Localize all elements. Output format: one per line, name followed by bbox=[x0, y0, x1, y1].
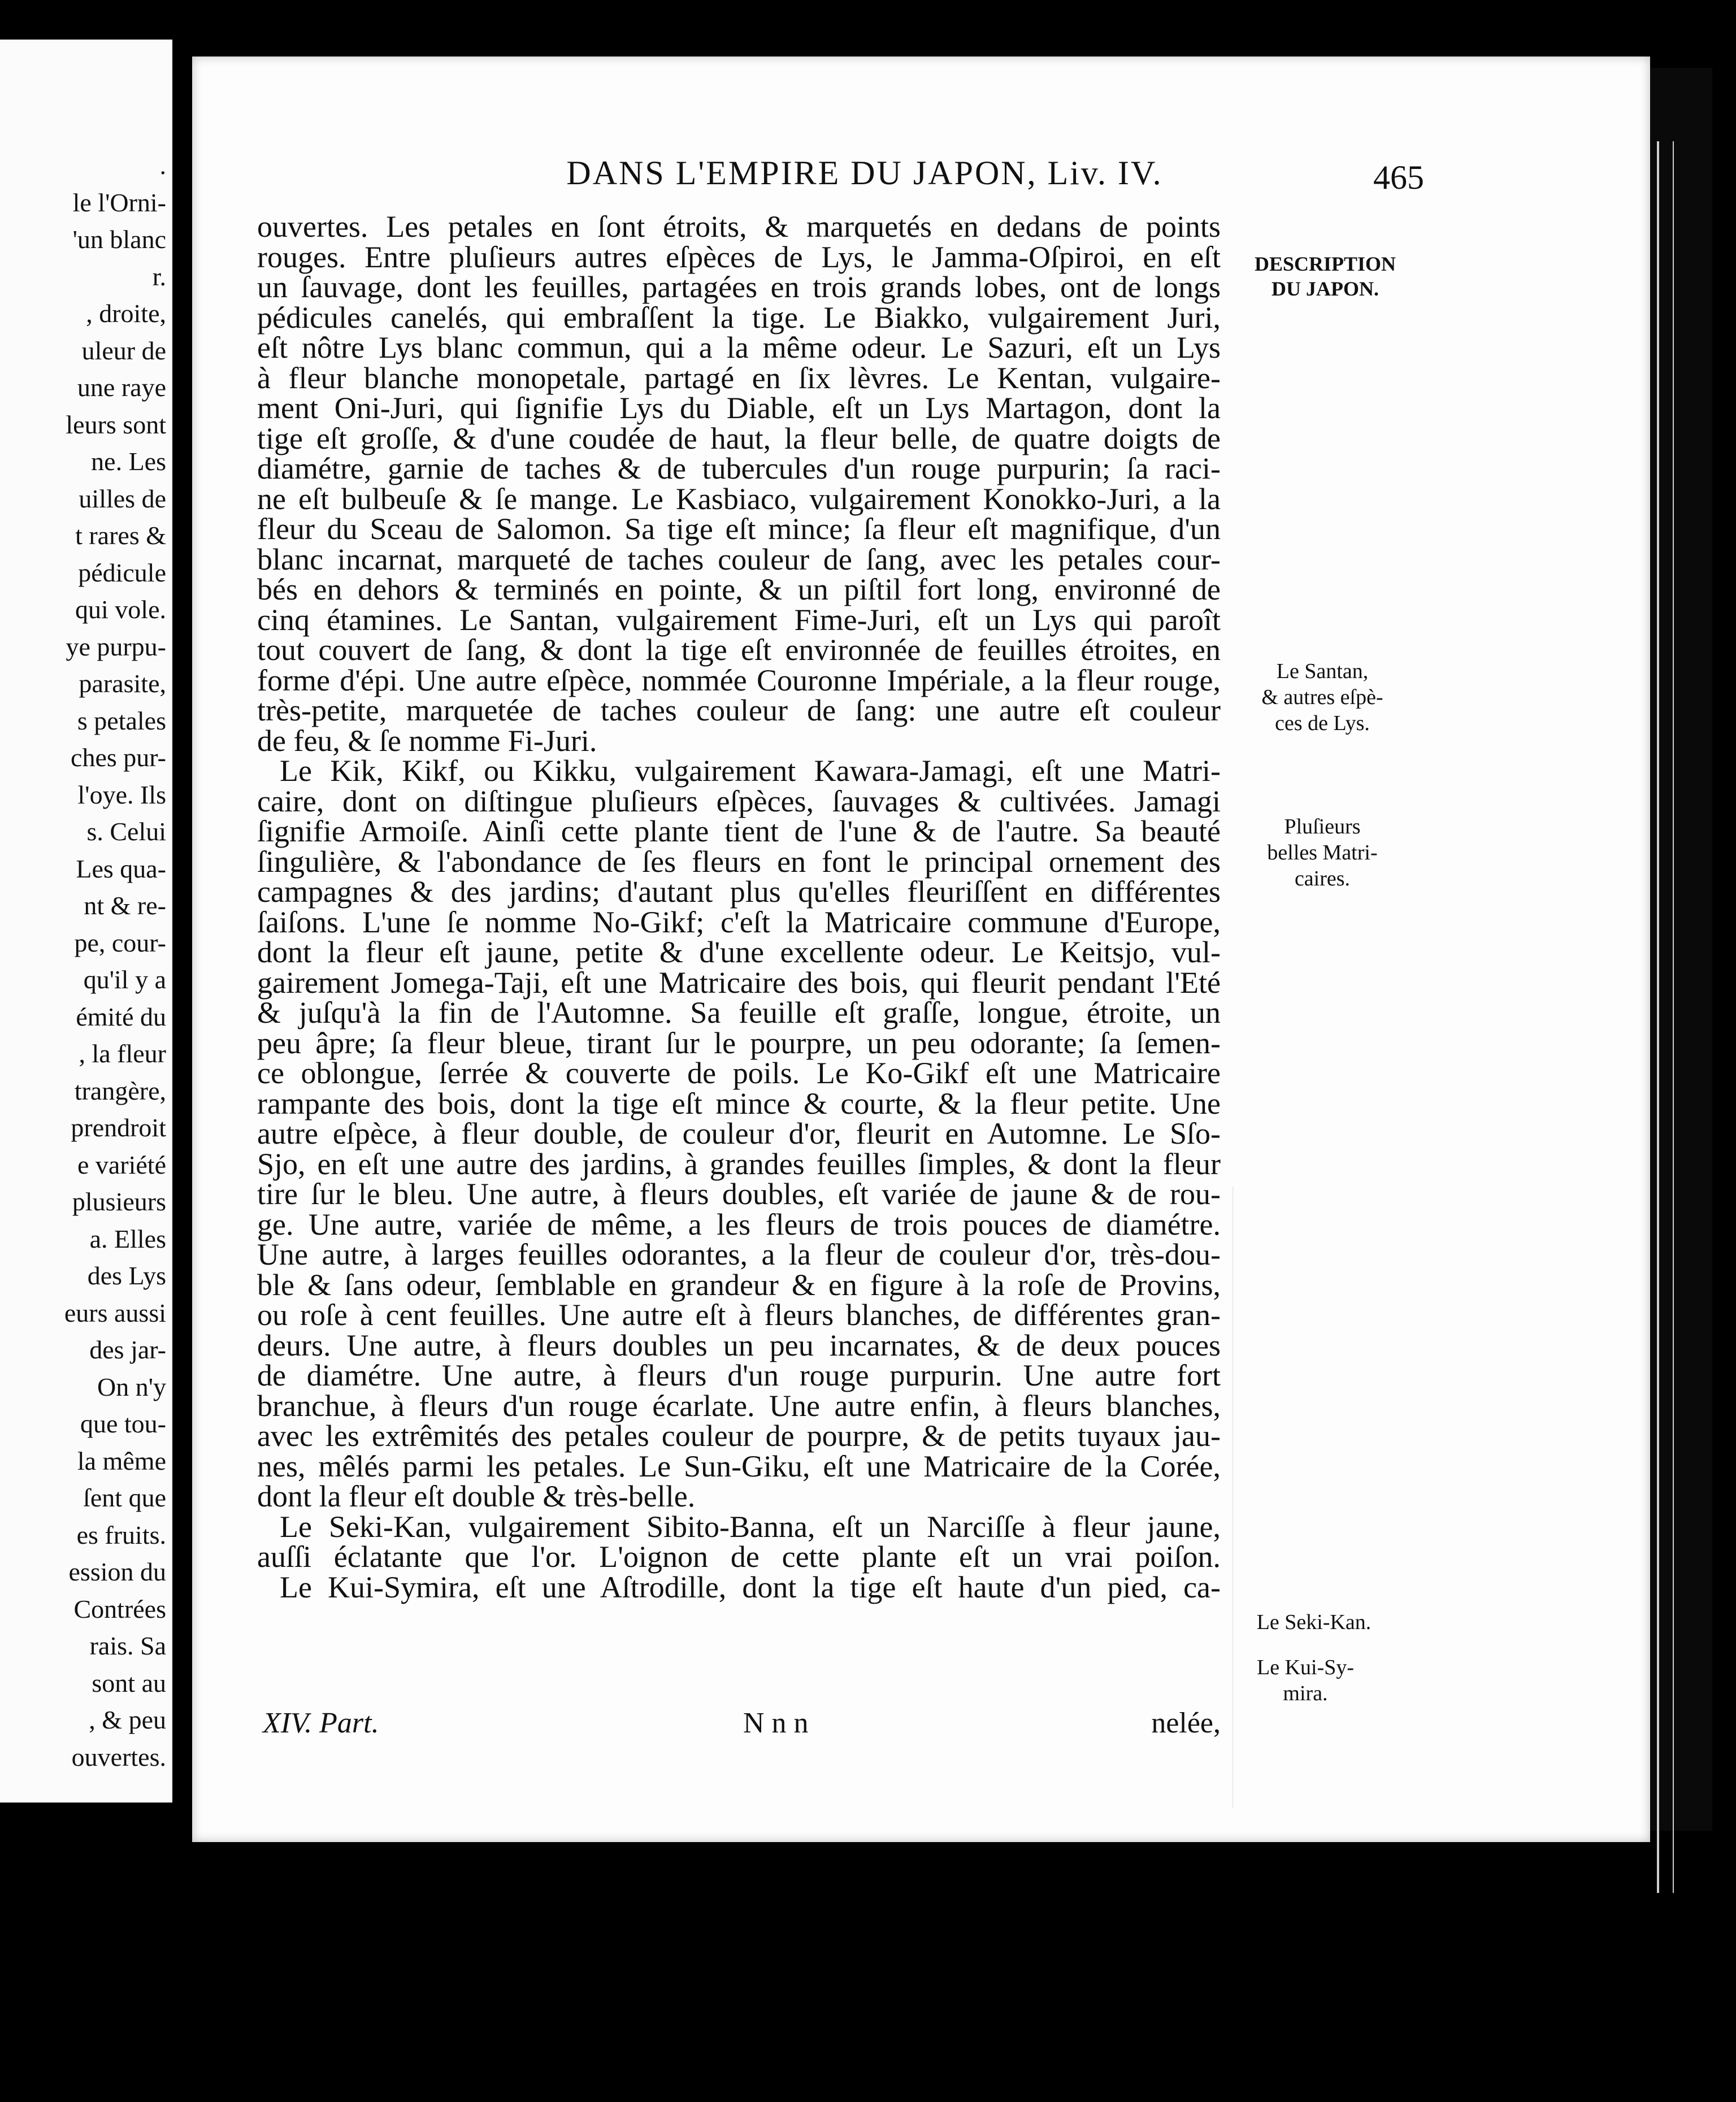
facing-page-line: ne. Les bbox=[91, 447, 166, 476]
facing-page-line: que tou- bbox=[80, 1409, 166, 1438]
facing-page-line: qu'il y a bbox=[83, 965, 166, 994]
margin-note-line: ces de Lys. bbox=[1275, 711, 1370, 735]
facing-page-line: une raye bbox=[77, 373, 166, 402]
text-line: tige eſt groſſe, & d'une coudée de haut, la fleur belle, de quatre doigts de bbox=[257, 421, 1221, 455]
facing-page-line: prendroit bbox=[71, 1113, 166, 1142]
text-line: forme d'épi. Une autre eſpèce, nommée Couronne Impériale, a la fleur rouge, bbox=[257, 663, 1221, 697]
facing-page-line: e variété bbox=[77, 1150, 166, 1179]
text-line: auſſi éclatante que l'or. L'oignon de cette plante eſt un vrai poiſon. bbox=[257, 1540, 1221, 1574]
facing-page-line: qui vole. bbox=[75, 595, 166, 624]
margin-note-line: mira. bbox=[1283, 1682, 1328, 1705]
facing-page-line: parasite, bbox=[79, 669, 166, 698]
facing-page-line: eurs aussi bbox=[64, 1298, 166, 1327]
page-edges bbox=[1650, 68, 1712, 1831]
margin-note-line: Pluſieurs bbox=[1284, 815, 1361, 839]
facing-page-line: . bbox=[159, 151, 166, 180]
text-line: à fleur blanche monopetale, partagé en ſix lèvres. Le Kentan, vulgaire- bbox=[257, 361, 1221, 395]
text-line: ge. Une autre, variée de même, a les fleurs de trois pouces de diamétre. bbox=[257, 1207, 1221, 1241]
text-line: dont la fleur eſt double & très-belle. bbox=[257, 1479, 696, 1513]
text-line: cinq étamines. Le Santan, vulgairement Fime-Juri, eſt un Lys qui paroît bbox=[257, 602, 1221, 637]
text-line: ne eſt bulbeuſe & ſe mange. Le Kasbiaco, vulgairement Konokko-Juri, a la bbox=[257, 481, 1221, 516]
text-line: bés en dehors & terminés en pointe, & un piſtil fort long, environné de bbox=[257, 572, 1221, 606]
signature-mark: XIV. Part. bbox=[263, 1707, 379, 1739]
facing-page-line: nt & re- bbox=[84, 891, 166, 920]
margin-note-line: belles Matri- bbox=[1267, 841, 1378, 865]
margin-note-line: & autres eſpè- bbox=[1261, 685, 1383, 709]
paper-crease bbox=[1232, 1187, 1234, 1808]
margin-note-line: caires. bbox=[1294, 867, 1351, 891]
text-line: un ſauvage, dont les feuilles, partagées en trois grands lobes, ont de longs bbox=[257, 270, 1221, 304]
facing-page-line: ouvertes. bbox=[71, 1742, 166, 1771]
margin-note-seki-kan: Le Seki-Kan. bbox=[1256, 1610, 1372, 1634]
facing-page-line: ches pur- bbox=[71, 743, 166, 772]
text-line: ouvertes. Les petales en ſont étroits, & marquetés en dedans de points bbox=[257, 210, 1221, 244]
text-line: Le Kik, Kikf, ou Kikku, vulgairement Kawara-Jamagi, eſt une Matri- bbox=[280, 754, 1221, 788]
margin-note-matricaires bbox=[1255, 814, 1390, 892]
facing-page-line: uilles de bbox=[79, 484, 166, 513]
text-line: campagnes & des jardins; d'autant plus qu'elles fleuriſſent en différentes bbox=[257, 875, 1221, 909]
facing-page-line: des jar- bbox=[89, 1335, 166, 1364]
facing-page-line: trangère, bbox=[74, 1076, 166, 1105]
facing-page-line: s petales bbox=[77, 706, 166, 735]
text-line: dont la fleur eſt jaune, petite & d'une excellente odeur. Le Keitsjo, vul- bbox=[257, 935, 1221, 969]
text-line: eſt nôtre Lys blanc commun, qui a la même odeur. Le Sazuri, eſt un Lys bbox=[257, 331, 1221, 364]
text-line: rampante des bois, dont la tige eſt mince & courte, & la fleur petite. Une bbox=[257, 1086, 1221, 1121]
text-line: Le Kui-Symira, eſt une Aſtrodille, dont la tige eſt haute d'un pied, ca- bbox=[280, 1570, 1221, 1604]
text-line: tout couvert de ſang, & dont la tige eſt environnée de feuilles étroites, en bbox=[257, 633, 1221, 667]
facing-page-line: leurs sont bbox=[66, 410, 166, 439]
margin-note-line: Le Kui-Sy- bbox=[1256, 1656, 1355, 1679]
text-line: deurs. Une autre, à fleurs doubles un peu incarnates, & de deux pouces bbox=[257, 1328, 1221, 1362]
facing-page-line: plusieurs bbox=[72, 1187, 166, 1216]
facing-page-line: , droite, bbox=[86, 299, 166, 328]
text-line: gairement Jomega-Taji, eſt une Matricaire des bois, qui fleurit pendant l'Eté bbox=[257, 965, 1221, 1000]
text-line: Sjo, en eſt une autre des jardins, à grandes feuilles ſimples, & dont la fleur bbox=[257, 1146, 1221, 1181]
book-page bbox=[192, 57, 1650, 1842]
text-line: ſignifie Armoiſe. Ainſi cette plante tient de l'une & de l'autre. Sa beauté bbox=[257, 814, 1221, 848]
facing-page-fragment bbox=[0, 40, 175, 1803]
page-edge-line bbox=[1657, 141, 1659, 1893]
facing-page-line: le l'Orni- bbox=[72, 188, 166, 217]
text-line: de feu, & ſe nomme Fi-Juri. bbox=[257, 723, 597, 758]
facing-page-line: uleur de bbox=[81, 336, 166, 365]
page-edge-line bbox=[1673, 141, 1674, 1893]
facing-page-line: , la fleur bbox=[79, 1039, 166, 1068]
facing-page-line: sont au bbox=[92, 1668, 166, 1697]
facing-page-line: pe, cour- bbox=[74, 928, 166, 957]
facing-page-line: On n'y bbox=[97, 1372, 166, 1401]
text-line: fleur du Sceau de Salomon. Sa tige eſt mince; ſa fleur eſt magnifique, d'un bbox=[257, 512, 1221, 546]
facing-page-line: 'un blanc bbox=[72, 225, 166, 254]
facing-page-line: des Lys bbox=[87, 1261, 166, 1290]
page-footer bbox=[257, 1706, 1221, 1740]
facing-page-line: es fruits. bbox=[76, 1520, 166, 1549]
margin-note-santan bbox=[1255, 658, 1390, 736]
margin-note-line: Le Santan, bbox=[1276, 659, 1369, 683]
text-line: blanc incarnat, marqueté de taches couleur de ſang, avec les petales cour- bbox=[257, 542, 1221, 576]
catchword: nelée, bbox=[1151, 1707, 1221, 1739]
facing-page-line: r. bbox=[152, 262, 166, 291]
facing-page-line: , & peu bbox=[89, 1705, 166, 1734]
text-line: caire, dont on diſtingue pluſieurs eſpèces, ſauvages & cultivées. Jamagi bbox=[257, 784, 1221, 818]
text-line: Une autre, à larges feuilles odorantes, a la fleur de couleur d'or, très-dou- bbox=[257, 1237, 1221, 1271]
text-line: & juſqu'à la fin de l'Automne. Sa feuille eſt graſſe, longue, étroite, un bbox=[257, 996, 1221, 1030]
text-line: avec les extrêmités des petales couleur de pourpre, & de petits tuyaux jau- bbox=[257, 1419, 1221, 1453]
page-number: 465 bbox=[1373, 159, 1424, 196]
text-line: pédicules canelés, qui embraſſent la tige. Le Biakko, vulgairement Juri, bbox=[257, 300, 1221, 335]
text-line: tire ſur le bleu. Une autre, à fleurs doubles, eſt variée de jaune & de rou- bbox=[257, 1177, 1221, 1211]
text-line: branchue, à fleurs d'un rouge écarlate. Une autre enfin, à fleurs blanches, bbox=[257, 1388, 1221, 1423]
page-gutter bbox=[172, 0, 192, 2102]
margin-note-kui-symira bbox=[1232, 1654, 1379, 1706]
margin-note-description: DESCRIPTION DU JAPON. bbox=[1254, 253, 1396, 300]
facing-page-line: la même bbox=[77, 1446, 166, 1475]
facing-page-line: t rares & bbox=[75, 521, 166, 550]
facing-page-line: ye purpu- bbox=[66, 632, 166, 661]
text-line: nes, mêlés parmi les petales. Le Sun-Giku, eſt une Matricaire de la Corée, bbox=[257, 1449, 1221, 1483]
facing-page-line: émité du bbox=[76, 1002, 166, 1031]
gathering-mark: N n n bbox=[743, 1707, 809, 1739]
text-line: ment Oni-Juri, qui ſignifie Lys du Diable, eſt un Lys Martagon, dont la bbox=[257, 391, 1221, 425]
text-line: Le Seki-Kan, vulgairement Sibito-Banna, eſt un Narciſſe à fleur jaune, bbox=[280, 1509, 1221, 1544]
facing-page-line: Les qua- bbox=[76, 854, 166, 883]
text-line: de diamétre. Une autre, à fleurs d'un rouge purpurin. Une autre fort bbox=[257, 1358, 1221, 1392]
text-line: diamétre, garnie de taches & de tubercules d'un rouge purpurin; ſa raci- bbox=[257, 451, 1221, 485]
text-line: autre eſpèce, à fleur double, de couleur d'or, fleurit en Automne. Le Sſo- bbox=[257, 1117, 1221, 1150]
facing-page-line: ession du bbox=[68, 1557, 166, 1586]
facing-page-line: Contrées bbox=[73, 1594, 166, 1623]
text-line: très-petite, marquetée de taches couleur de ſang: une autre eſt couleur bbox=[257, 693, 1221, 727]
main-text-block bbox=[257, 212, 1221, 1602]
text-line: rouges. Entre pluſieurs autres eſpèces de Lys, le Jamma-Oſpiroi, en eſt bbox=[257, 240, 1221, 274]
text-line: ou roſe à cent feuilles. Une autre eſt à fleurs blanches, de différentes gran- bbox=[257, 1298, 1221, 1332]
facing-page-line: rais. Sa bbox=[89, 1631, 166, 1660]
text-line: ſaiſons. L'une ſe nomme No-Gikf; c'eſt la Matricaire commune d'Europe, bbox=[257, 905, 1221, 939]
facing-page-line: pédicule bbox=[78, 558, 166, 587]
running-head: DANS L'EMPIRE DU JAPON, Liv. IV. bbox=[566, 154, 1163, 192]
facing-page-line: ſent que bbox=[83, 1483, 166, 1512]
text-line: ſingulière, & l'abondance de ſes fleurs en font le principal ornement des bbox=[257, 844, 1221, 879]
text-line: peu âpre; ſa fleur bleue, tirant ſur le pourpre, un peu odorante; ſa ſemen- bbox=[257, 1026, 1221, 1060]
text-line: ce oblongue, ſerrée & couverte de poils. Le Ko-Gikf eſt une Matricaire bbox=[257, 1056, 1221, 1090]
facing-page-line: l'oye. Ils bbox=[77, 780, 166, 809]
facing-page-line: a. Elles bbox=[89, 1224, 166, 1253]
text-line: ble & ſans odeur, ſemblable en grandeur & en figure à la roſe de Provins, bbox=[257, 1267, 1221, 1302]
facing-page-line: s. Celui bbox=[86, 817, 166, 846]
